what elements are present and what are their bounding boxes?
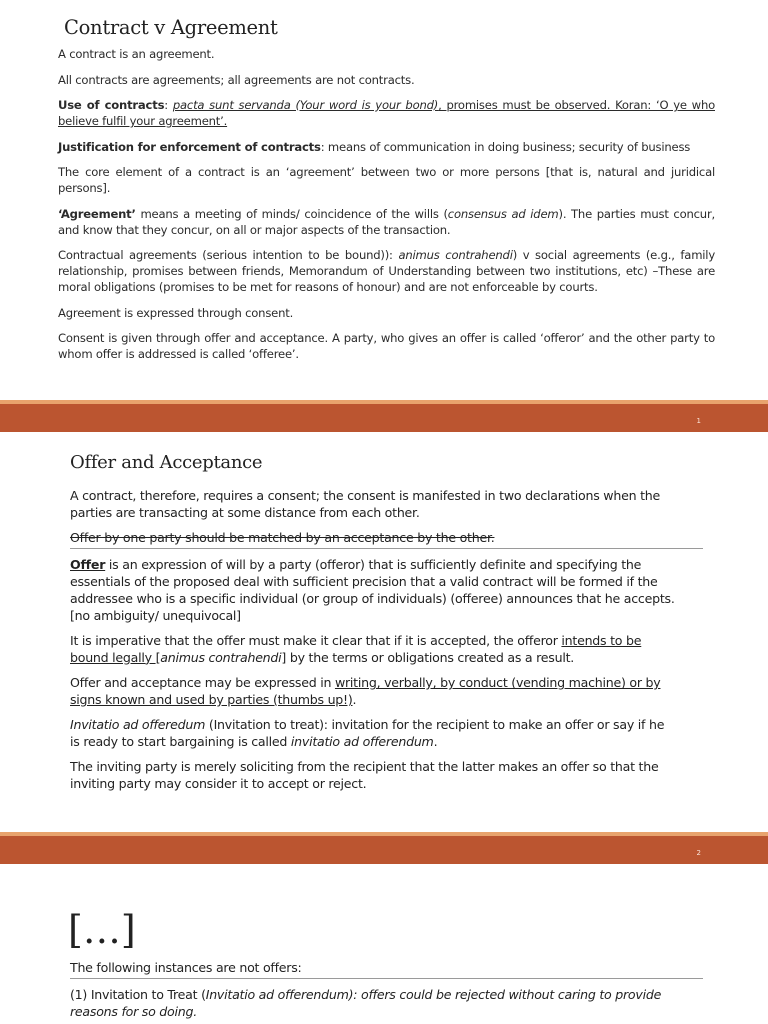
italic-phrase: consensus ad idem [447,206,559,221]
paragraph: A contract is an agreement. [58,47,215,61]
italic-phrase: animus contrahendi [160,649,282,665]
slide-1 [0,0,768,400]
paragraph: All contracts are agreements; all agreements are not contracts. [58,72,415,87]
paragraph: Justification for enforcement of contracts: means of communication in doing business; security of business [58,139,691,154]
paragraph: A contract, therefore, requires a consent; the consent is manifested in two declarations when the parties are transacting at some distance from each other. [70,488,660,520]
paragraph: Offer and acceptance may be expressed in writing, verbally, by conduct (vending machine) or by signs known and used by parties (thumbs up!). [70,675,661,707]
italic-phrase: Invitatio ad offerendum): offers could be rejected without caring to provide reasons for so doing. [70,986,662,1019]
bold-term: Justification for enforcement of contracts [58,139,321,154]
slide-3 [0,864,768,1024]
slide-title: […] [68,908,136,952]
slide-title: Offer and Acceptance [70,452,263,473]
paragraph: The following instances are not offers: [70,960,703,979]
paragraph: Offer by one party should be matched by an acceptance by the other. [70,530,703,549]
slide-title: Contract v Agreement [64,16,278,39]
paragraph: Consent is given through offer and acceptance. A party, who gives an offer is called ‘offeror’ and the other party to whom offer is addressed is called ‘offeree’. [58,331,715,361]
paragraph: Use of contracts: pacta sunt servanda (Your word is your bond), promises must be observed. Koran: ‘O ye who believe fulfil your agreement’. [58,98,715,128]
bold-term: Use of contracts [58,98,165,112]
paragraph: Invitatio ad offeredum (Invitation to treat): invitation for the recipient to make an offer or say if he is ready to start bargaining is called invitatio ad offerendum. [70,717,665,750]
bold-term: Offer [70,557,106,573]
bold-term: ‘Agreement’ [58,206,136,221]
slide-body [58,46,715,372]
italic-phrase: animus contrahendi [398,248,513,262]
slide-body [70,960,676,1024]
italic-phrase: Invitatio ad offeredum [70,717,206,733]
italic-phrase: pacta sunt servanda (Your word is your bond) [172,98,439,112]
page-number: 1 [696,417,701,425]
paragraph: It is imperative that the offer must make it clear that if it is accepted, the offeror intends to be bound legally [animus contrahendi] by the terms or obligations created as a result. [70,633,642,665]
paragraph: The core element of a contract is an ‘agreement’ between two or more persons [that is, natural and juridical persons]. [58,165,715,195]
paragraph: The inviting party is merely soliciting from the recipient that the latter makes an offer so that the inviting party may consider it to accept or reject. [70,759,659,792]
paragraph: Offer is an expression of will by a party (offeror) that is sufficiently definite and specifying the essentials of the proposed deal with sufficient precision that a valid contract will be formed if the addressee who is a specific individual (or group of individuals) (offeree) announces that he accepts. [no ambiguity/ unequivocal] [70,557,675,623]
slide-2 [0,432,768,832]
slide-footer-bar [0,832,768,864]
paragraph: Agreement is expressed through consent. [58,305,294,320]
paragraph: Contractual agreements (serious intention to be bound)): animus contrahendi) v social agreements (e.g., family relationship, promises between friends, Memorandum of Understanding between two institutions, etc) –These are moral obligations (promises to be met for reasons of honour) and are not enforceable by courts. [58,248,715,294]
page-number: 2 [696,849,701,857]
slide-footer-bar [0,400,768,432]
paragraph: ‘Agreement’ means a meeting of minds/ coincidence of the wills (consensus ad idem). The parties must concur, and know that they concur, on all or major aspects of the transaction. [58,206,715,237]
slide-body [70,488,676,801]
italic-phrase: invitatio ad offerendum [290,734,434,750]
paragraph: (1) Invitation to Treat (Invitatio ad offerendum): offers could be rejected without caring to provide reasons for so doing. [70,986,662,1019]
